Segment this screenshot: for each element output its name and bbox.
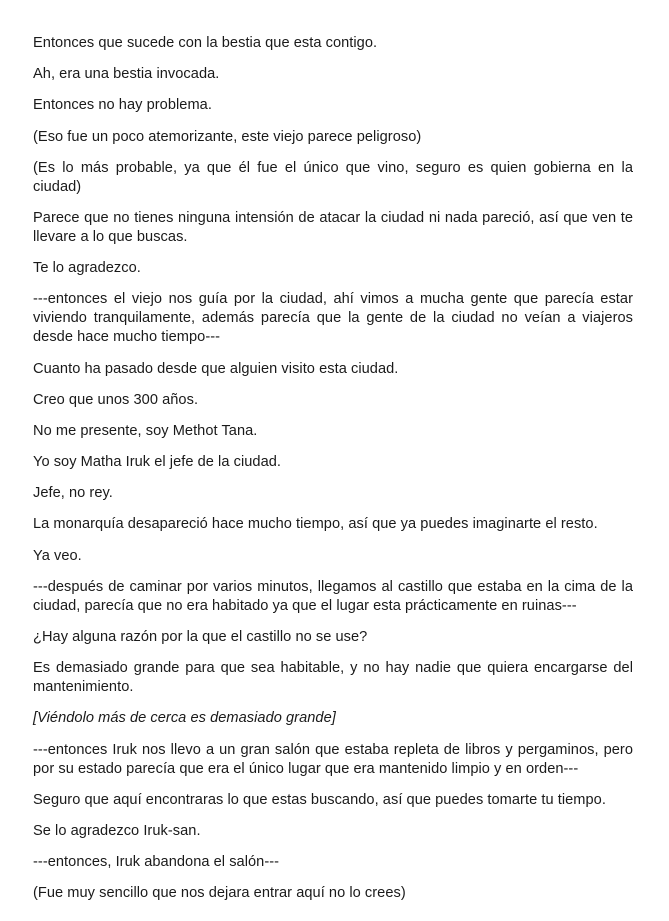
paragraph: Entonces no hay problema. (33, 97, 212, 114)
paragraph: Es demasiado grande para que sea habitable, y no hay nadie que quiera encargarse del mantenimiento. (33, 660, 633, 696)
paragraph: ---entonces el viejo nos guía por la ciudad, ahí vimos a mucha gente que parecía estar viviendo tranquilamente, además parecía que la gente de la ciudad no veían a viajeros desde hace mucho tiempo--- (33, 291, 633, 346)
paragraph: Ya veo. (33, 547, 82, 564)
paragraph: Parece que no tienes ninguna intensión de atacar la ciudad ni nada pareció, así que ven te llevare a lo que buscas. (33, 209, 633, 245)
paragraph: Cuanto ha pasado desde que alguien visito esta ciudad. (33, 360, 399, 377)
paragraph: ¿Hay alguna razón por la que el castillo no se use? (33, 629, 368, 645)
paragraph: Seguro que aquí encontraras lo que estas buscando, así que puedes tomarte tu tiempo. (33, 791, 606, 808)
paragraph-italic: [Viéndolo más de cerca es demasiado grande] (33, 710, 336, 727)
paragraph: (Eso fue un poco atemorizante, este viejo parece peligroso) (33, 128, 422, 145)
paragraph: Jefe, no rey. (33, 485, 113, 502)
paragraph: ---después de caminar por varios minutos, llegamos al castillo que estaba en la cima de la ciudad, parecía que no era habitado ya que el lugar esta prácticamente en ruinas--- (33, 578, 633, 614)
paragraph: (Fue muy sencillo que nos dejara entrar aquí no lo crees) (33, 885, 406, 902)
paragraph: La monarquía desapareció hace mucho tiempo, así que ya puedes imaginarte el resto. (33, 516, 598, 533)
paragraph: ---entonces, Iruk abandona el salón--- (33, 854, 280, 871)
paragraph: Ah, era una bestia invocada. (33, 66, 220, 83)
paragraph: Creo que unos 300 años. (33, 391, 199, 408)
paragraph: Te lo agradezco. (33, 260, 141, 277)
paragraph: Entonces que sucede con la bestia que esta contigo. (33, 35, 378, 51)
paragraph: ---entonces Iruk nos llevo a un gran salón que estaba repleta de libros y pergaminos, pero por su estado parecía que era el único lugar que era mantenido limpio y en orden--- (33, 741, 633, 777)
paragraph: (Es lo más probable, ya que él fue el único que vino, seguro es quien gobierna en la ciudad) (33, 159, 633, 195)
paragraph: No me presente, soy Methot Tana. (33, 422, 258, 439)
document-page (33, 34, 633, 916)
paragraph: Yo soy Matha Iruk el jefe de la ciudad. (33, 454, 282, 471)
paragraph: Se lo agradezco Iruk-san. (33, 822, 201, 839)
